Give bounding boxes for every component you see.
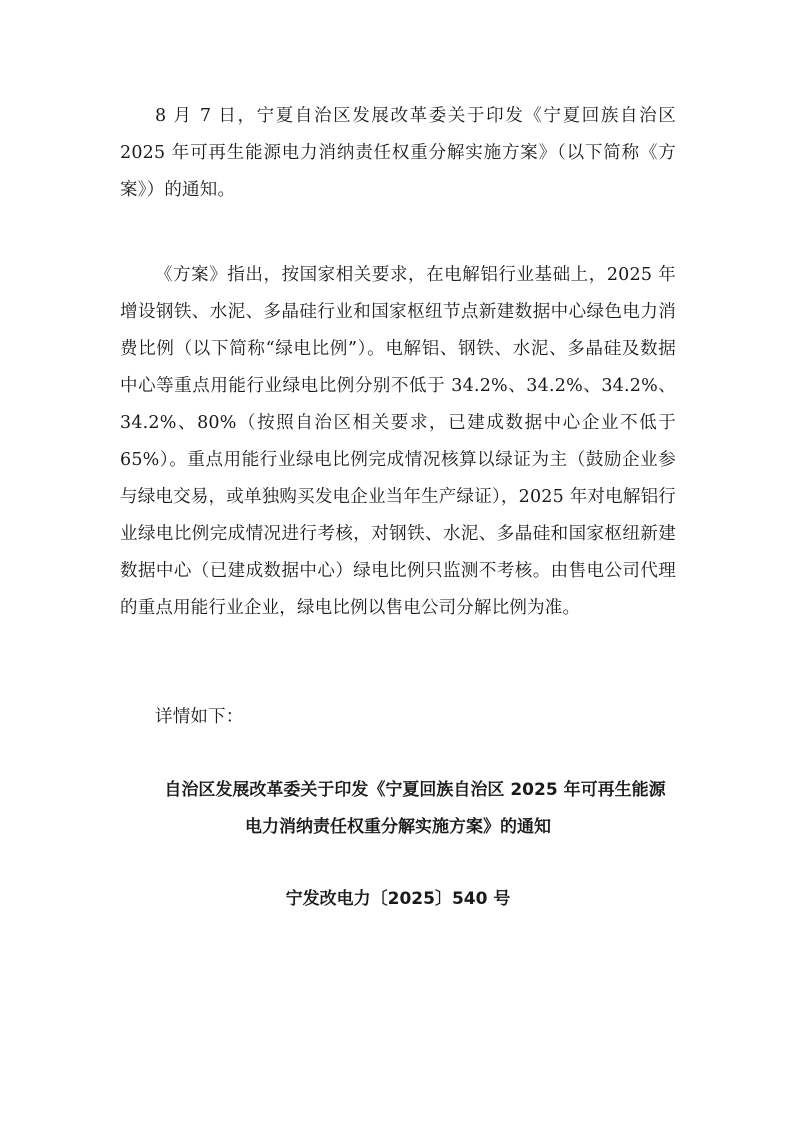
details-lead-paragraph: 详情如下： [155, 707, 244, 727]
intro-paragraph: 8 月 7 日，宁夏自治区发展改革委关于印发《宁夏回族自治区 2025 年可再生能源电力消纳责任权重分解实施方案》（以下简称《方案》）的通知。 [120, 106, 676, 200]
summary-paragraph: 《方案》指出，按国家相关要求，在电解铝行业基础上，2025 年增设钢铁、水泥、多晶硅行业和国家枢纽节点新建数据中心绿色电力消费比例（以下简称“绿电比例”）。电解铝、钢铁、水泥、多晶硅及数据中心等重点用能行业绿电比例分别不低于 34.2%、34.2%、34.2%、34.2%、80%（按照自治区相关要求，已建成数据中心企业不低于 65%）。重点用能行业绿电比例完成情况核算以绿证为主（鼓励企业参与绿电交易，或单独购买发电企业当年生产绿证），2025 年对电解铝行业绿电比例完成情况进行考核，对钢铁、水泥、多晶硅和国家枢纽新建数据中心（已建成数据中心）绿电比例只监测不考核。由售电公司代理的重点用能行业企业，绿电比例以售电公司分解比例为准。 [120, 265, 676, 618]
notice-title-line-1: 自治区发展改革委关于印发《宁夏回族自治区 2025 年可再生能源 [164, 780, 666, 800]
document-number: 宁发改电力〔2025〕540 号 [285, 889, 511, 909]
notice-title-line-2: 电力消纳责任权重分解实施方案》的通知 [245, 817, 551, 837]
